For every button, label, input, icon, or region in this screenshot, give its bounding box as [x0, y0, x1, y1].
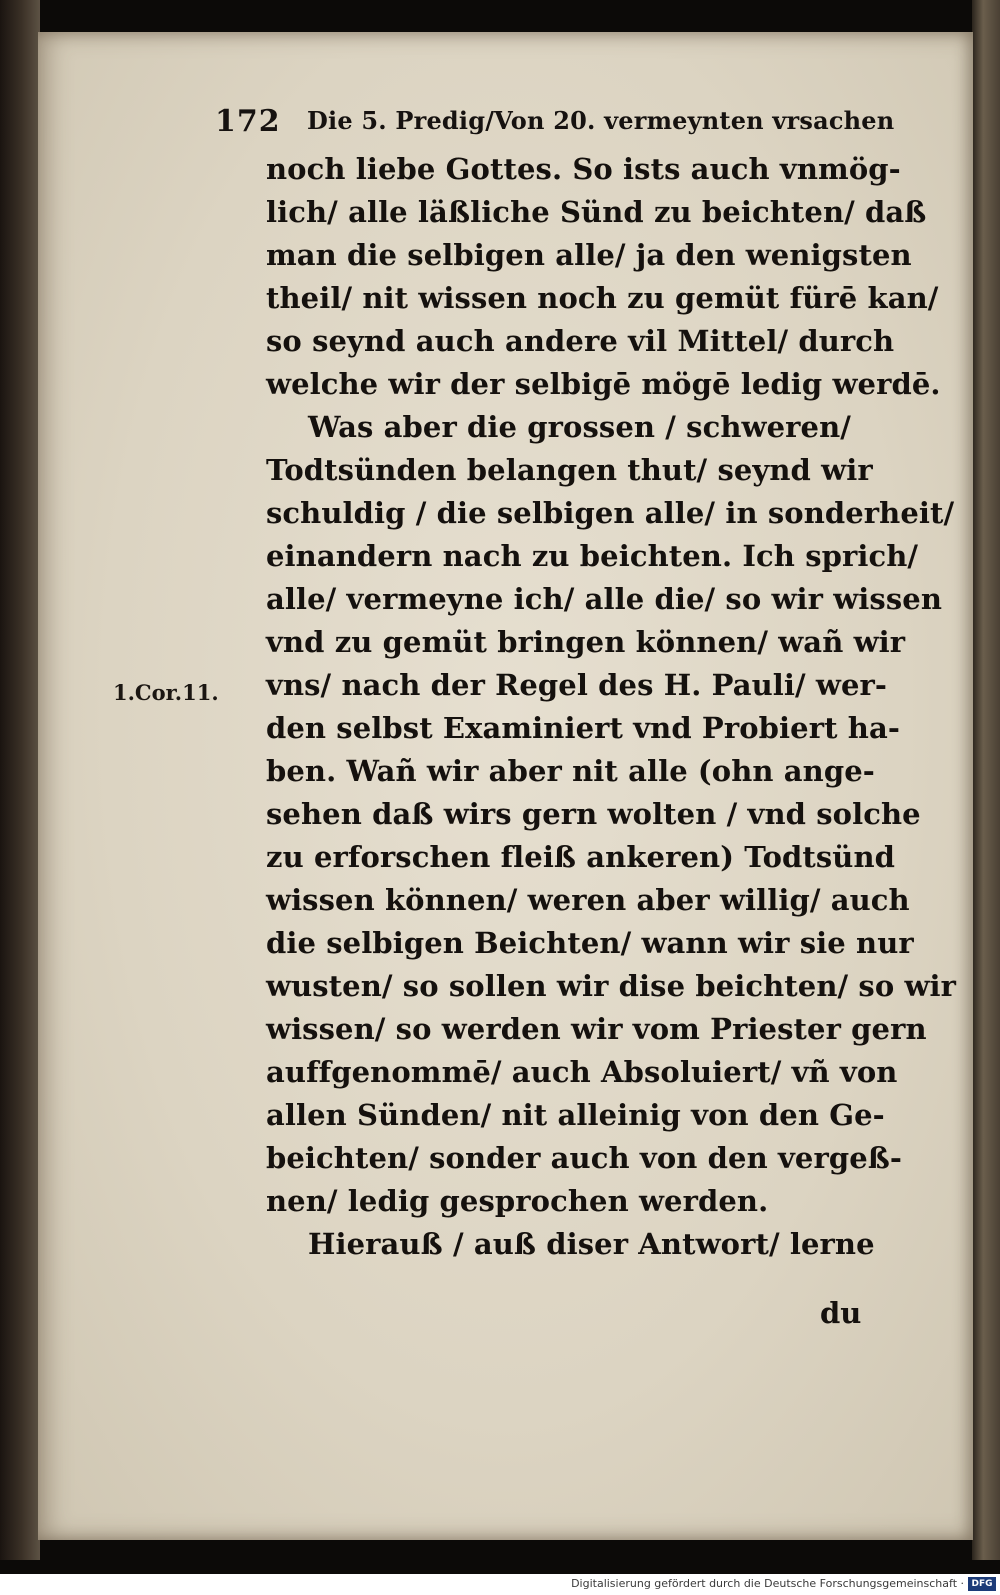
text-line: sehen daß wirs gern wolten / vnd solche: [266, 797, 921, 831]
text-line: theil/ nit wissen noch zu gemüt fürē kan/: [266, 281, 939, 315]
text-line: ben. Wañ wir aber nit alle (ohn ange-: [266, 754, 875, 788]
text-line: die selbigen Beichten/ wann wir sie nur: [266, 926, 914, 960]
text-line: schuldig / die selbigen alle/ in sonderheit/: [266, 496, 955, 530]
book-edge-right: [972, 0, 1000, 1560]
text-line: einandern nach zu beichten. Ich sprich/: [266, 539, 919, 573]
text-line: noch liebe Gottes. So ists auch vnmög-: [266, 152, 901, 186]
body-text: [266, 148, 957, 1266]
page-header: [215, 98, 895, 146]
text-line: wusten/ so sollen wir dise beichten/ so wir: [266, 969, 957, 1003]
text-line: allen Sünden/ nit alleinig von den Ge-: [266, 1098, 885, 1132]
footer-bar: [0, 1574, 1000, 1595]
text-line: den selbst Examiniert vnd Probiert ha-: [266, 711, 900, 745]
running-head: Die 5. Predig/Von 20. vermeynten vrsachen: [307, 106, 895, 135]
text-line: so seynd auch andere vil Mittel/ durch: [266, 324, 895, 358]
dfg-logo: DFG: [968, 1577, 996, 1591]
text-line: alle/ vermeyne ich/ alle die/ so wir wissen: [266, 582, 943, 616]
digitization-credit: Digitalisierung gefördert durch die Deutsche Forschungsgemeinschaft ·: [571, 1577, 964, 1590]
text-line: wissen können/ weren aber willig/ auch: [266, 883, 910, 917]
text-line: man die selbigen alle/ ja den wenigsten: [266, 238, 912, 272]
text-line: vns/ nach der Regel des H. Pauli/ wer-: [266, 668, 888, 702]
text-line: Was aber die grossen / schweren/: [308, 410, 851, 444]
text-line: zu erforschen fleiß ankeren) Todtsünd: [266, 840, 896, 874]
text-line: vnd zu gemüt bringen können/ wañ wir: [266, 625, 906, 659]
margin-note: 1.Cor.11.: [113, 680, 219, 705]
text-line: beichten/ sonder auch von den vergeß-: [266, 1141, 903, 1175]
text-line: nen/ ledig gesprochen werden.: [266, 1184, 769, 1218]
text-line: wissen/ so werden wir vom Priester gern: [266, 1012, 927, 1046]
catchword: du: [820, 1296, 862, 1330]
book-binding-left: [0, 0, 40, 1560]
text-line: Hierauß / auß diser Antwort/ lerne: [308, 1227, 875, 1261]
text-line: lich/ alle läßliche Sünd zu beichten/ daß: [266, 195, 927, 229]
page-number: 172: [215, 104, 281, 139]
text-line: auffgenommē/ auch Absoluiert/ vñ von: [266, 1055, 898, 1089]
text-line: welche wir der selbigē mögē ledig werdē.: [266, 367, 941, 401]
text-line: Todtsünden belangen thut/ seynd wir: [266, 453, 873, 487]
